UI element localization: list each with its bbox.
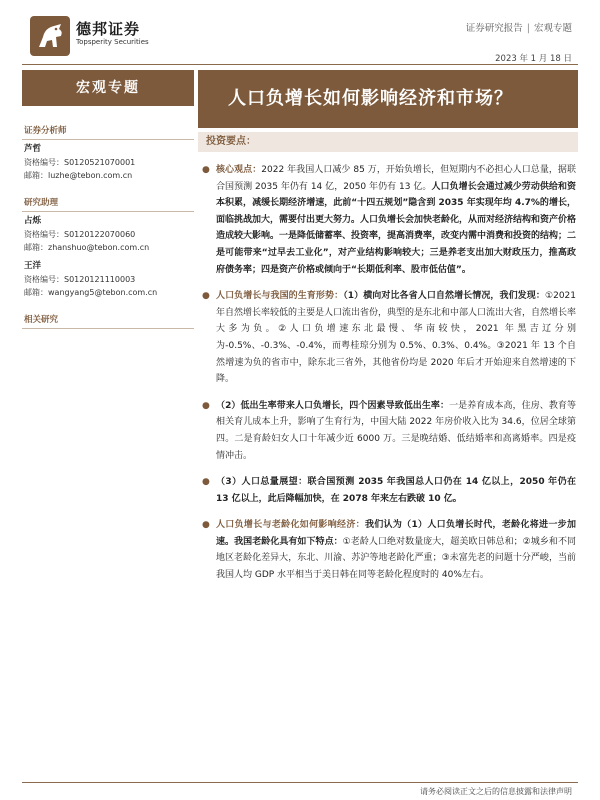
bullet-icon: ● — [202, 291, 210, 302]
report-category — [466, 20, 572, 34]
sidebar — [22, 120, 194, 329]
report-type: 证券研究报告 — [465, 23, 523, 34]
paragraph-text: 2022 年我国人口减少 85 万，开始负增长，但短期内不必担心人口总量，据联合国预测 2035 年仍有 14 亿，2050 年仍有 13 亿。 — [216, 165, 576, 192]
paragraph-text: ①2021 年自然增长率较低的主要是人口流出省份，典型的是东北和中部人口流出大省，自然增长率大多为负。②人口负增速东北最慢、华南较快，2021 年黑吉辽分别为-0.5%、-0.3%、-0.4%，而粤桂琼分别为 0.5%、0.3%、0.4%。③2021 年 13 个自然增速为负的省市中，除东北三省外，其他省份均是 2020 年后才开始迎来自然增速的下降。 — [216, 291, 577, 385]
analyst-heading: 证券分析师 — [22, 120, 194, 140]
assistant-name: 王洋 — [24, 261, 42, 271]
paragraph-bold-text: （1）横向对比各省人口自然增长情况，我们发现： — [343, 291, 545, 302]
assistant-cert: 资格编号：S0120121110003 — [24, 275, 136, 284]
paragraph-text: ①老龄人口绝对数量庞大，超美欧日韩总和；②城乡和不同地区老龄化差异大，东北、川渝、苏沪等地老龄化严重；③未富先老的问题十分严峻，当前我国人均 GDP 水平相当于美日韩在同等老龄化程度时的 40%左右。 — [216, 536, 576, 581]
related-research-heading: 相关研究 — [22, 309, 194, 329]
paragraph-bold-text: （2）低出生率带来人口负增长，四个因素导致低出生率： — [216, 400, 450, 411]
company-logo — [30, 16, 180, 56]
paragraph-text: 一是养育成本高，住房、教育等相关育儿成本上升，影响了生育行为，中国大陆 2022 年房价收入比为 34.6，位居全球第四。二是育龄妇女人口十年减少近 6000 万。三是晚结婚、低结婚率和高离婚率。四是疫情冲击。 — [216, 400, 576, 461]
assistant-entry — [22, 215, 194, 254]
analyst-cert: 资格编号：S0120521070001 — [24, 158, 136, 167]
analyst-entry — [22, 143, 194, 182]
paragraph-bold-text: （3）人口总量展望：联合国预测 2035 年我国总人口仍在 14 亿以上，2050 年仍在 13 亿以上，此后降幅加快，在 2078 年来左右跌破 10 亿。 — [216, 477, 576, 504]
logo-name-cn: 德邦证券 — [76, 20, 141, 38]
assistant-entry — [22, 260, 194, 299]
assistant-name: 占烁 — [24, 216, 42, 226]
main-content — [200, 162, 576, 594]
paragraph-label: 核心观点： — [216, 165, 262, 175]
section-heading: 投资要点： — [198, 132, 578, 152]
bullet-icon: ● — [202, 400, 210, 411]
report-date: 2023 年 1 月 18 日 — [495, 54, 572, 64]
analyst-name: 芦哲 — [24, 144, 42, 154]
header-divider — [22, 64, 578, 65]
paragraph-bold-text: 人口负增长会通过减少劳动供给和资本积累，减缓长期经济增速，此前“十四五规划”隐含到 2035 年实现年均 4.7%的增长，面临挑战加大，需要付出更大努力。人口负增长会加快老龄化，从而对经济结构和资产价格造成较大影响。一是降低储蓄率、投资率，提高消费率，改变内需中消费和投资的结构；二是可能带来“过早去工业化”，对产业结构影响较大；三是养老支出加大财政压力，推高政府债务率；四是资产价格或倾向于“长期低利率、股市低估值”。 — [216, 181, 577, 275]
bullet-icon: ● — [202, 165, 210, 175]
assistant-cert: 资格编号：S0120122070060 — [24, 230, 136, 239]
footer-disclaimer: 请务必阅读正文之后的信息披露和法律声明 — [420, 787, 572, 796]
horse-logo-icon — [30, 16, 70, 56]
report-category-label: 宏观专题 — [533, 23, 572, 34]
bullet-icon: ● — [202, 520, 210, 531]
assistant-heading: 研究助理 — [22, 192, 194, 212]
report-title: 人口负增长如何影响经济和市场？ — [198, 70, 578, 128]
paragraph-label: 人口负增长与老龄化如何影响经济： — [216, 520, 365, 531]
paragraph-bold-text: 我们认为（1）人口负增长时代，老龄化将进一步加速。我国老龄化具有如下特点： — [216, 520, 576, 547]
paragraph-core-view — [200, 162, 576, 278]
category-tag: 宏观专题 — [22, 70, 194, 106]
assistant-email: 邮箱：zhanshuo@tebon.com.cn — [24, 243, 150, 252]
bullet-icon: ● — [202, 477, 210, 488]
logo-name-en: Topsperity Securities — [76, 38, 149, 46]
paragraph-population-outlook — [200, 474, 576, 507]
assistant-email: 邮箱：wangyang5@tebon.com.cn — [24, 288, 158, 297]
analyst-email: 邮箱：luzhe@tebon.com.cn — [24, 171, 133, 180]
footer-divider — [22, 782, 578, 783]
paragraph-aging — [200, 517, 576, 583]
paragraph-low-birth-rate — [200, 398, 576, 464]
paragraph-fertility — [200, 288, 576, 388]
header-separator: | — [526, 23, 530, 34]
paragraph-label: 人口负增长与我国的生育形势： — [216, 291, 344, 302]
